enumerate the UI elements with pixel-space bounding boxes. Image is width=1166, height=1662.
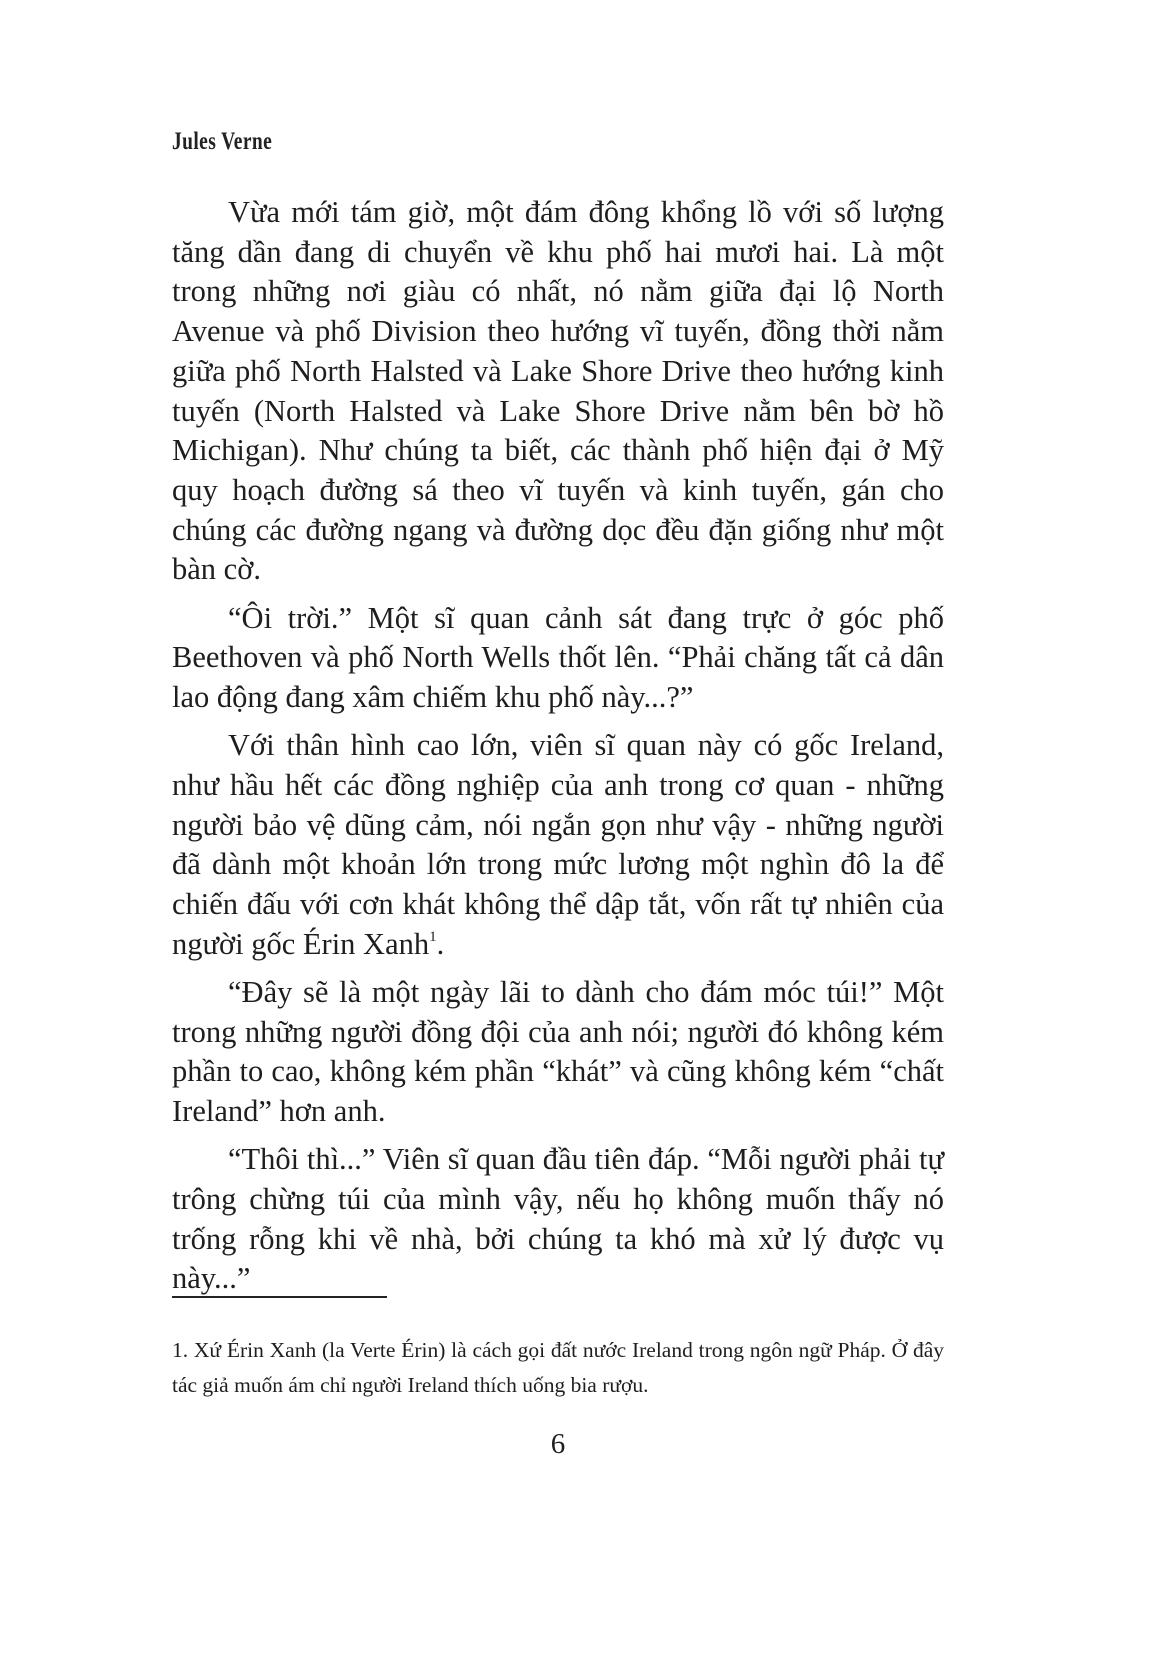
paragraph-1: Vừa mới tám giờ, một đám đông khổng lồ với số lượng tăng dần đang di chuyển về khu phố hai mươi hai. Là một trong những nơi giàu có nhất, nó nằm giữa đại lộ North Avenue và phố Division theo hướng vĩ tuyến, đồng thời nằm giữa phố North Halsted và Lake Shore Drive theo hướng kinh tuyến (North Halsted và Lake Shore Drive nằm bên bờ hồ Michigan). Như chúng ta biết, các thành phố hiện đại ở Mỹ quy hoạch đường sá theo vĩ tuyến và kinh tuyến, gán cho chúng các đường ngang và đường dọc đều đặn giống như một bàn cờ. <box>172 195 944 587</box>
paragraph-3-end: . <box>436 926 445 961</box>
paragraph-3-text: Với thân hình cao lớn, viên sĩ quan này có gốc Ireland, như hầu hết các đồng nghiệp của anh trong cơ quan - những người bảo vệ dũng cảm, nói ngắn gọn như vậy - những người đã dành một khoản lớn trong mức lương một nghìn đô la để chiến đấu với cơn khát không thể dập tắt, vốn rất tự nhiên của người gốc Érin Xanh <box>172 728 944 961</box>
footnote-reference[interactable]: 1 <box>429 928 437 945</box>
paragraph-2: “Ôi trời.” Một sĩ quan cảnh sát đang trực ở góc phố Beethoven và phố North Wells thốt lên. “Phải chăng tất cả dân lao động đang xâm chiếm khu phố này...?” <box>172 600 944 714</box>
running-head-author: Jules Verne <box>172 128 273 155</box>
page-number: 6 <box>550 1428 566 1460</box>
body-text <box>172 193 944 1299</box>
paragraph-4: “Đây sẽ là một ngày lãi to dành cho đám móc túi!” Một trong những người đồng đội của anh nói; người đó không kém phần to cao, không kém phần “khát” và cũng không kém “chất Ireland” hơn anh. <box>172 974 944 1128</box>
footnote-divider <box>172 1296 387 1298</box>
footnotes-section <box>172 1333 944 1403</box>
footnote-1: 1. Xứ Érin Xanh (la Verte Érin) là cách gọi đất nước Ireland trong ngôn ngữ Pháp. Ở đây tác giả muốn ám chỉ người Ireland thích uống bia rượu. <box>172 1338 944 1397</box>
paragraph-3 <box>172 726 944 964</box>
paragraph-5: “Thôi thì...” Viên sĩ quan đầu tiên đáp. “Mỗi người phải tự trông chừng túi của mình vậy, nếu họ không muốn thấy nó trống rỗng khi về nhà, bởi chúng ta khó mà xử lý được vụ này...” <box>172 1142 944 1296</box>
